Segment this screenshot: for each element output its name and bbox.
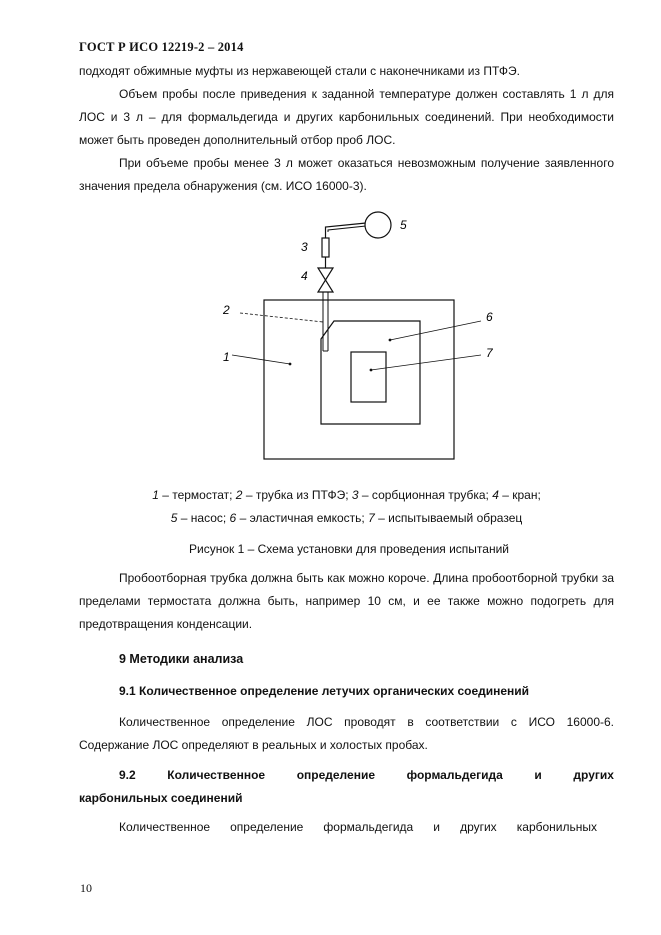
pump-circle bbox=[365, 212, 391, 238]
leader-6 bbox=[390, 321, 481, 340]
paragraph-sample-volume: Объем пробы после приведения к заданной температуре должен составлять 1 л для ЛОС и 3 л – для формальдегида и других карбонильных соединений. При необходимости может быть проведен дополнительный отбор проб ЛОС. bbox=[79, 87, 614, 147]
document-header: ГОСТ Р ИСО 12219-2 – 2014 bbox=[79, 40, 244, 54]
paragraph-detection-limit: При объеме пробы менее 3 л может оказаться невозможным получение заявленного значения предела обнаружения (см. ИСО 16000-3). bbox=[79, 156, 614, 193]
section-9-1-text: Количественное определение ЛОС проводят в соответствии с ИСО 16000-6. Содержание ЛОС определяют в реальных и холостых пробах. bbox=[79, 715, 614, 752]
setup-diagram bbox=[200, 205, 500, 465]
valve-shape bbox=[318, 268, 333, 292]
section-9-2-title: 9.2 Количественное определение формальдегида и других карбонильных соединений bbox=[79, 768, 614, 805]
page-number: 10 bbox=[80, 881, 92, 895]
leader-7 bbox=[371, 355, 481, 370]
leader-1 bbox=[232, 355, 290, 364]
leader-2 bbox=[240, 313, 323, 322]
section-9-1-title: 9.1 Количественное определение летучих органических соединений bbox=[119, 684, 530, 698]
section-9-2-text: Количественное определение формальдегида и других карбонильных bbox=[119, 820, 597, 834]
label-5: 5 bbox=[400, 218, 407, 232]
figure-legend-line1: 1 – термостат; 2 – трубка из ПТФЭ; 3 – сорбционная трубка; 4 – кран; bbox=[152, 488, 541, 502]
thermostat-box bbox=[264, 300, 454, 459]
sorption-tube bbox=[322, 238, 329, 257]
figure-legend-line2: 5 – насос; 6 – эластичная емкость; 7 – испытываемый образец bbox=[170, 511, 523, 525]
label-6: 6 bbox=[486, 310, 493, 324]
figure-caption: Рисунок 1 – Схема установки для проведения испытаний bbox=[189, 542, 509, 556]
label-3: 3 bbox=[301, 240, 308, 254]
label-1: 1 bbox=[223, 350, 230, 364]
label-2: 2 bbox=[223, 303, 230, 317]
section-9-title: 9 Методики анализа bbox=[119, 652, 244, 666]
paragraph-continuation: подходят обжимные муфты из нержавеющей стали с наконечниками из ПТФЭ. bbox=[79, 64, 520, 78]
paragraph-tube-length: Пробоотборная трубка должна быть как можно короче. Длина пробоотборной трубки за пределами термостата должна быть, например 10 см, и ее также можно подогреть для предотвращения конденсации. bbox=[79, 571, 614, 631]
label-4: 4 bbox=[301, 269, 308, 283]
label-7: 7 bbox=[486, 346, 493, 360]
test-sample bbox=[351, 352, 386, 402]
